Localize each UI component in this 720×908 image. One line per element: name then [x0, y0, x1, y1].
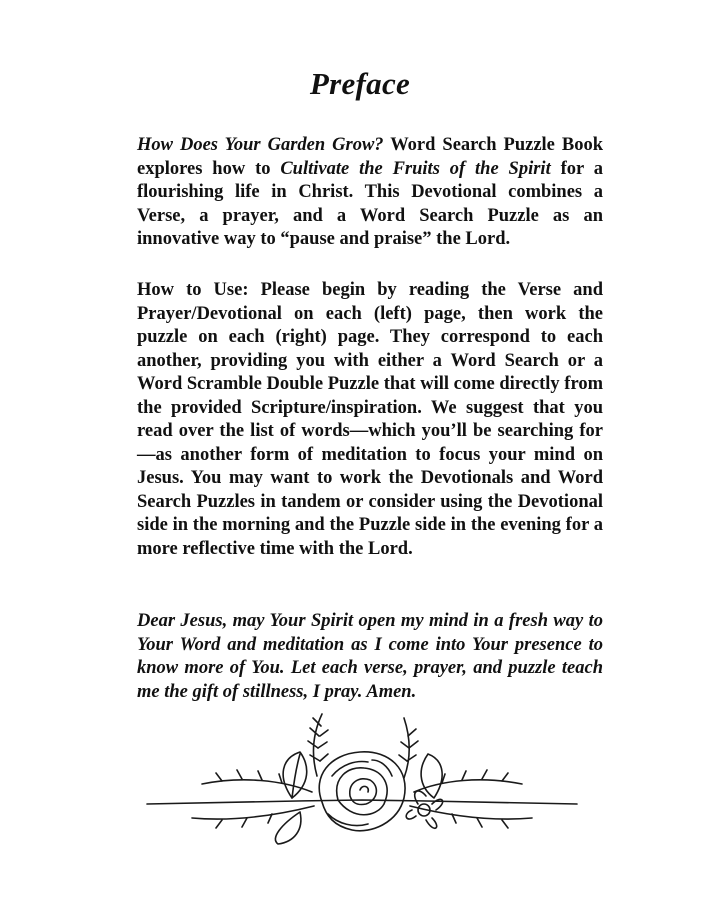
theme-phrase: Cultivate the Fruits of the Spirit: [280, 158, 551, 179]
how-to-use-paragraph: How to Use: Please begin by reading the Verse and Prayer/Devotional on each (left) page, then work the puzzle on each (right) page. They correspond to each another, providing you with either a Word Search or a Word Scramble Double Puzzle that will come directly from the provided Scripture/inspiration. We suggest that you read over the list of words—which you’ll be searching for—as another form of meditation to focus your mind on Jesus. You may want to work the Devotionals and Word Search Puzzles in tandem or consider using the Devotional side in the morning and the Puzzle side in the evening for a more reflective time with the Lord.: [137, 280, 603, 559]
intro-paragraph: [137, 134, 603, 252]
intro-text-a: Word Search Puzzle Book explores how to: [137, 135, 603, 179]
intro-text-b: for a flourishing life in Christ. This Devotional combines a Verse, a prayer, and a Word Search Puzzle as an innovative way to “pause and praise” the Lord.: [137, 158, 603, 249]
book-title: How Does Your Garden Grow?: [137, 135, 384, 155]
floral-rose-flourish-icon: [142, 706, 582, 846]
page-title: Preface: [309, 66, 411, 101]
prayer-paragraph: Dear Jesus, may Your Spirit open my mind in a fresh way to Your Word and meditation as I come into Your presence to know more of You. Let each verse, prayer, and puzzle teach me the gift of stillness, I pray. Amen.: [137, 611, 603, 702]
